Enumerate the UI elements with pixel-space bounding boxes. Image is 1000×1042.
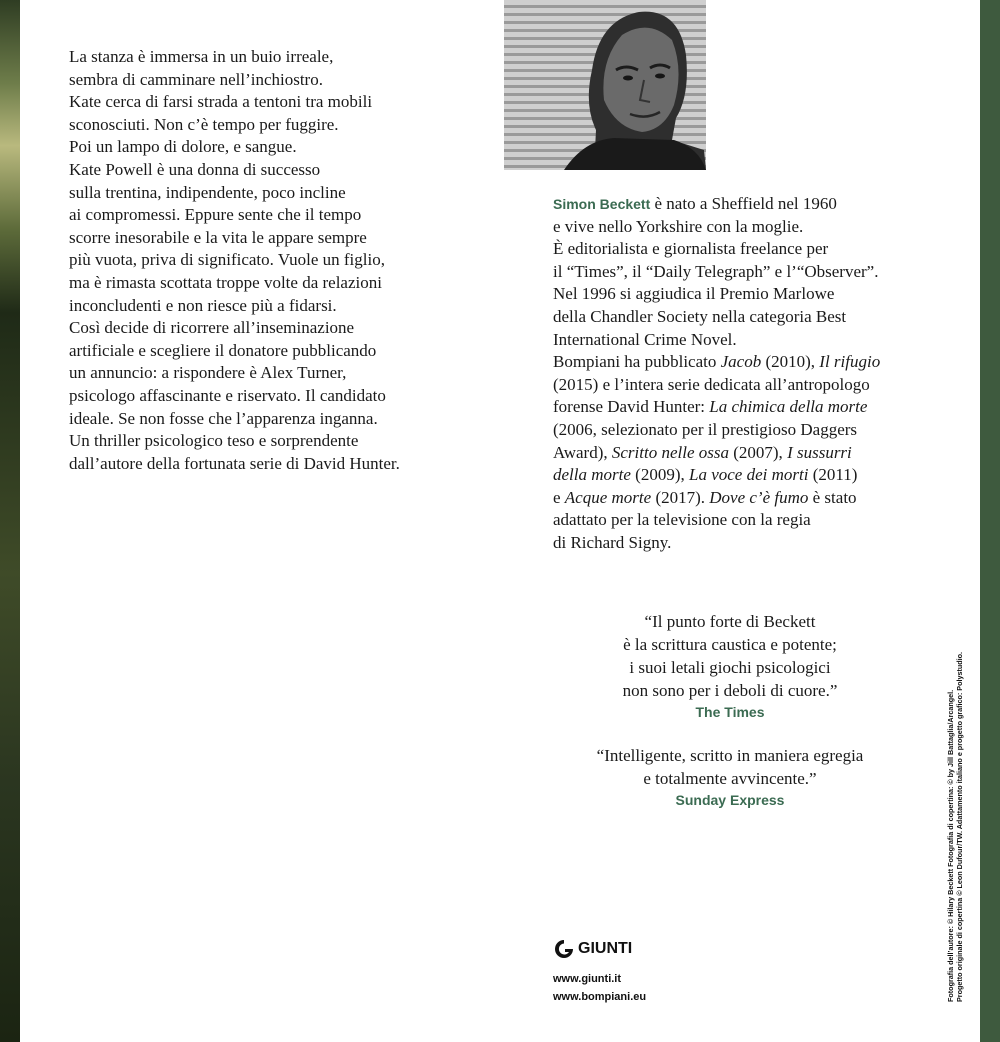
book-title: Dove c’è fumo: [709, 487, 809, 507]
book-title: I sussurri: [787, 442, 852, 462]
synopsis-line: Kate cerca di farsi strada a tentoni tra mobili: [69, 92, 373, 112]
quote-line: è la scrittura caustica e potente;: [623, 635, 837, 654]
bio-text: (2007),: [728, 442, 788, 462]
bio-text: Award),: [553, 442, 612, 462]
synopsis-line: ai compromessi. Eppure sente che il tempo: [69, 205, 362, 225]
synopsis-line: più vuota, priva di significato. Vuole un figlio,: [69, 250, 385, 270]
bio-text: Bompiani ha pubblicato: [553, 352, 721, 372]
bio-line: adattato per la televisione con la regia: [553, 510, 811, 530]
credits-line: Fotografia dell’autore: © Hilary Beckett Fotografia di copertina: © by Jill Battaglia/Arcangel.: [946, 689, 955, 1002]
credits-text: [946, 642, 964, 1002]
synopsis-line: dall’autore della fortunata serie di David Hunter.: [69, 453, 400, 473]
bio-text: è stato: [808, 487, 857, 507]
synopsis-line: La stanza è immersa in un buio irreale,: [69, 47, 334, 66]
bio-text: e: [553, 487, 565, 507]
author-name: Simon Beckett: [553, 196, 651, 212]
synopsis-line: Un thriller psicologico teso e sorprendente: [69, 431, 359, 451]
synopsis-line: Kate Powell è una donna di successo: [69, 159, 321, 179]
quote-line: i suoi letali giochi psicologici: [629, 658, 831, 677]
bio-text: (2010),: [761, 352, 820, 372]
synopsis-line: ma è rimasta scottata troppe volte da relazioni: [69, 272, 382, 292]
bio-line: [553, 396, 953, 419]
bio-line: (2015) e l’intera serie dedicata all’antropologo: [553, 374, 870, 394]
bio-line: [553, 442, 953, 465]
image-credits: [946, 642, 970, 1002]
bio-line: di Richard Signy.: [553, 532, 672, 552]
publisher-logo-text: GIUNTI: [578, 940, 633, 957]
book-title: della morte: [553, 465, 631, 485]
bio-line: È editorialista e giornalista freelance per: [553, 239, 829, 259]
publisher-logo: [553, 937, 632, 961]
book-title: Jacob: [720, 352, 762, 372]
bio-line: Nel 1996 si aggiudica il Premio Marlowe: [553, 284, 835, 304]
quote-line: e totalmente avvincente.”: [643, 769, 817, 788]
author-bio: [553, 193, 953, 555]
synopsis-line: scorre inesorabile e la vita le appare sempre: [69, 227, 367, 247]
synopsis-line: sulla trentina, indipendente, poco incline: [69, 182, 346, 202]
synopsis-line: artificiale e scegliere il donatore pubblicando: [69, 340, 377, 360]
bio-line: [553, 464, 953, 487]
bio-line: e vive nello Yorkshire con la moglie.: [553, 216, 804, 236]
synopsis-line: ideale. Se non fosse che l’apparenza inganna.: [69, 408, 378, 428]
quote-line: “Il punto forte di Beckett: [644, 612, 816, 631]
spine-strip-right: [980, 0, 1000, 1042]
bio-line: il “Times”, il “Daily Telegraph” e l’“Observer”.: [553, 261, 879, 281]
giunti-g-logo-icon: [553, 938, 575, 960]
bio-line: [553, 487, 953, 510]
bio-line: (2006, selezionato per il prestigioso Daggers: [553, 419, 858, 439]
credits-line: Progetto originale di copertina © Leon Dufour/TW. Adattamento italiano e progetto grafico: Polystudio.: [955, 651, 964, 1002]
synopsis-line: un annuncio: a rispondere è Alex Turner,: [69, 363, 347, 383]
bio-line: della Chandler Society nella categoria Best: [553, 306, 847, 326]
synopsis-line: Così decide di ricorrere all’inseminazione: [69, 318, 355, 338]
bio-text: (2009),: [630, 465, 689, 485]
author-portrait-illustration: [504, 0, 706, 170]
book-title: La voce dei morti: [688, 465, 809, 485]
press-quotes: [560, 610, 900, 810]
publisher-link[interactable]: www.giunti.it: [553, 973, 622, 985]
bio-text: (2011): [808, 465, 858, 485]
quote-line: “Intelligente, scritto in maniera egregia: [596, 746, 864, 765]
bio-line: [553, 351, 953, 374]
quote-source: The Times: [695, 704, 765, 720]
bio-text: forense David Hunter:: [553, 397, 710, 417]
synopsis-line: sconosciuti. Non c’è tempo per fuggire.: [69, 114, 339, 134]
synopsis-text: [69, 46, 469, 475]
synopsis-line: Poi un lampo di dolore, e sangue.: [69, 137, 297, 157]
book-title: La chimica della morte: [709, 397, 868, 417]
publisher-links: [553, 970, 646, 1006]
bio-line: International Crime Novel.: [553, 329, 737, 349]
author-portrait-photo: [504, 0, 706, 170]
synopsis-line: sembra di camminare nell’inchiostro.: [69, 69, 323, 89]
cover-edge-left: [0, 0, 20, 1042]
synopsis-line: psicologo affascinante e riservato. Il candidato: [69, 385, 386, 405]
bio-line: [553, 193, 953, 216]
publisher-link[interactable]: www.bompiani.eu: [553, 991, 647, 1003]
bio-text: (2017).: [651, 487, 710, 507]
bio-text: è nato a Sheffield nel 1960: [650, 194, 837, 213]
synopsis-line: inconcludenti e non riesce più a fidarsi.: [69, 295, 337, 315]
quote-source: Sunday Express: [675, 792, 785, 808]
book-title: Scritto nelle ossa: [611, 442, 729, 462]
quote-line: non sono per i deboli di cuore.”: [622, 681, 838, 700]
book-title: Acque morte: [564, 487, 652, 507]
book-title: Il rifugio: [819, 352, 881, 372]
